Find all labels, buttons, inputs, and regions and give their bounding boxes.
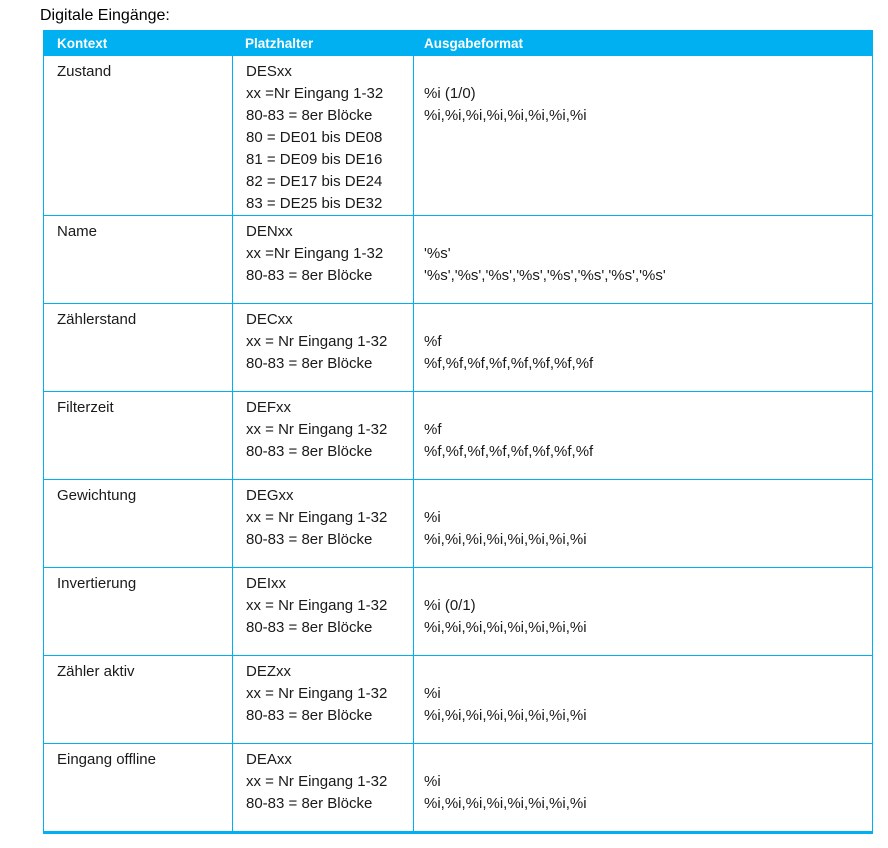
cell-line: DENxx — [246, 223, 293, 240]
cell-line: Zählerstand — [57, 311, 137, 328]
cell-line: %i (0/1) — [424, 597, 476, 614]
cell-line: %f,%f,%f,%f,%f,%f,%f,%f — [424, 355, 594, 372]
cell-line: xx = Nr Eingang 1-32 — [246, 597, 388, 614]
cell-line: 80-83 = 8er Blöcke — [246, 443, 373, 460]
header-cell-kontext: Kontext — [57, 35, 108, 51]
cell-line: Name — [57, 223, 98, 240]
cell-line: '%s' — [424, 245, 451, 262]
cell-line: 80-83 = 8er Blöcke — [246, 531, 373, 548]
cell-ausgabeformat — [414, 568, 872, 655]
cell-line: %i,%i,%i,%i,%i,%i,%i,%i — [424, 107, 587, 124]
cell-line: DEIxx — [246, 575, 287, 592]
cell-line: %i — [424, 773, 441, 790]
table-row — [44, 655, 872, 743]
cell-line: DEAxx — [246, 751, 292, 768]
cell-kontext — [44, 304, 233, 391]
cell-line: Invertierung — [57, 575, 137, 592]
cell-line: 80-83 = 8er Blöcke — [246, 355, 373, 372]
cell-line: %i,%i,%i,%i,%i,%i,%i,%i — [424, 707, 587, 724]
cell-line: xx =Nr Eingang 1-32 — [246, 245, 384, 262]
cell-ausgabeformat — [414, 656, 872, 743]
cell-kontext — [44, 392, 233, 479]
cell-line: DECxx — [246, 311, 293, 328]
table-row — [44, 56, 872, 215]
cell-kontext — [44, 656, 233, 743]
table-row — [44, 303, 872, 391]
cell-line: 82 = DE17 bis DE24 — [246, 173, 383, 190]
table-row — [44, 479, 872, 567]
cell-line — [424, 397, 866, 419]
page-title: Digitale Eingänge: — [40, 7, 170, 24]
cell-ausgabeformat — [414, 392, 872, 479]
cell-line: %i,%i,%i,%i,%i,%i,%i,%i — [424, 795, 587, 812]
cell-line: Zustand — [57, 63, 112, 80]
cell-line: 81 = DE09 bis DE16 — [246, 151, 383, 168]
cell-line — [424, 309, 866, 331]
cell-platzhalter — [233, 656, 414, 743]
cell-line: xx = Nr Eingang 1-32 — [246, 509, 388, 526]
cell-ausgabeformat — [414, 480, 872, 567]
table-row — [44, 215, 872, 303]
cell-line — [424, 485, 866, 507]
cell-kontext — [44, 568, 233, 655]
cell-line: %i,%i,%i,%i,%i,%i,%i,%i — [424, 619, 587, 636]
cell-line: 80-83 = 8er Blöcke — [246, 107, 373, 124]
data-table — [43, 30, 873, 834]
cell-line: 80-83 = 8er Blöcke — [246, 707, 373, 724]
header-cell-platzhalter: Platzhalter — [245, 35, 314, 51]
cell-line: %i — [424, 509, 441, 526]
cell-platzhalter — [233, 480, 414, 567]
cell-line: 80-83 = 8er Blöcke — [246, 267, 373, 284]
table-header-row — [44, 30, 872, 56]
cell-kontext — [44, 216, 233, 303]
cell-platzhalter — [233, 568, 414, 655]
cell-ausgabeformat — [414, 216, 872, 303]
cell-line: 83 = DE25 bis DE32 — [246, 195, 383, 212]
cell-line: %i — [424, 685, 441, 702]
cell-platzhalter — [233, 56, 414, 215]
cell-line: %i (1/0) — [424, 85, 476, 102]
cell-line: DESxx — [246, 63, 292, 80]
cell-platzhalter — [233, 304, 414, 391]
cell-line: xx = Nr Eingang 1-32 — [246, 685, 388, 702]
cell-line: DEZxx — [246, 663, 291, 680]
cell-line: xx = Nr Eingang 1-32 — [246, 333, 388, 350]
cell-kontext — [44, 744, 233, 831]
cell-line: Eingang offline — [57, 751, 156, 768]
cell-line — [424, 661, 866, 683]
cell-line: Gewichtung — [57, 487, 137, 504]
cell-line: xx = Nr Eingang 1-32 — [246, 773, 388, 790]
cell-line: Filterzeit — [57, 399, 114, 416]
cell-ausgabeformat — [414, 56, 872, 215]
table-row — [44, 391, 872, 479]
cell-platzhalter — [233, 392, 414, 479]
cell-ausgabeformat — [414, 304, 872, 391]
cell-line: DEGxx — [246, 487, 294, 504]
cell-line: %i,%i,%i,%i,%i,%i,%i,%i — [424, 531, 587, 548]
table-body — [44, 56, 872, 831]
cell-line: xx = Nr Eingang 1-32 — [246, 421, 388, 438]
cell-line: 80 = DE01 bis DE08 — [246, 129, 383, 146]
cell-line: %f — [424, 421, 442, 438]
cell-line: 80-83 = 8er Blöcke — [246, 795, 373, 812]
cell-line: 80-83 = 8er Blöcke — [246, 619, 373, 636]
table-row — [44, 743, 872, 831]
cell-line — [424, 221, 866, 243]
cell-ausgabeformat — [414, 744, 872, 831]
cell-line: %f — [424, 333, 442, 350]
cell-line: xx =Nr Eingang 1-32 — [246, 85, 384, 102]
cell-line — [424, 573, 866, 595]
table-row — [44, 567, 872, 655]
cell-kontext — [44, 56, 233, 215]
cell-platzhalter — [233, 744, 414, 831]
cell-kontext — [44, 480, 233, 567]
cell-line — [424, 749, 866, 771]
header-cell-ausgabeformat: Ausgabeformat — [424, 35, 524, 51]
cell-platzhalter — [233, 216, 414, 303]
cell-line: %f,%f,%f,%f,%f,%f,%f,%f — [424, 443, 594, 460]
cell-line: DEFxx — [246, 399, 291, 416]
cell-line — [424, 61, 866, 83]
cell-line: '%s','%s','%s','%s','%s','%s','%s','%s' — [424, 267, 666, 284]
cell-line: Zähler aktiv — [57, 663, 135, 680]
